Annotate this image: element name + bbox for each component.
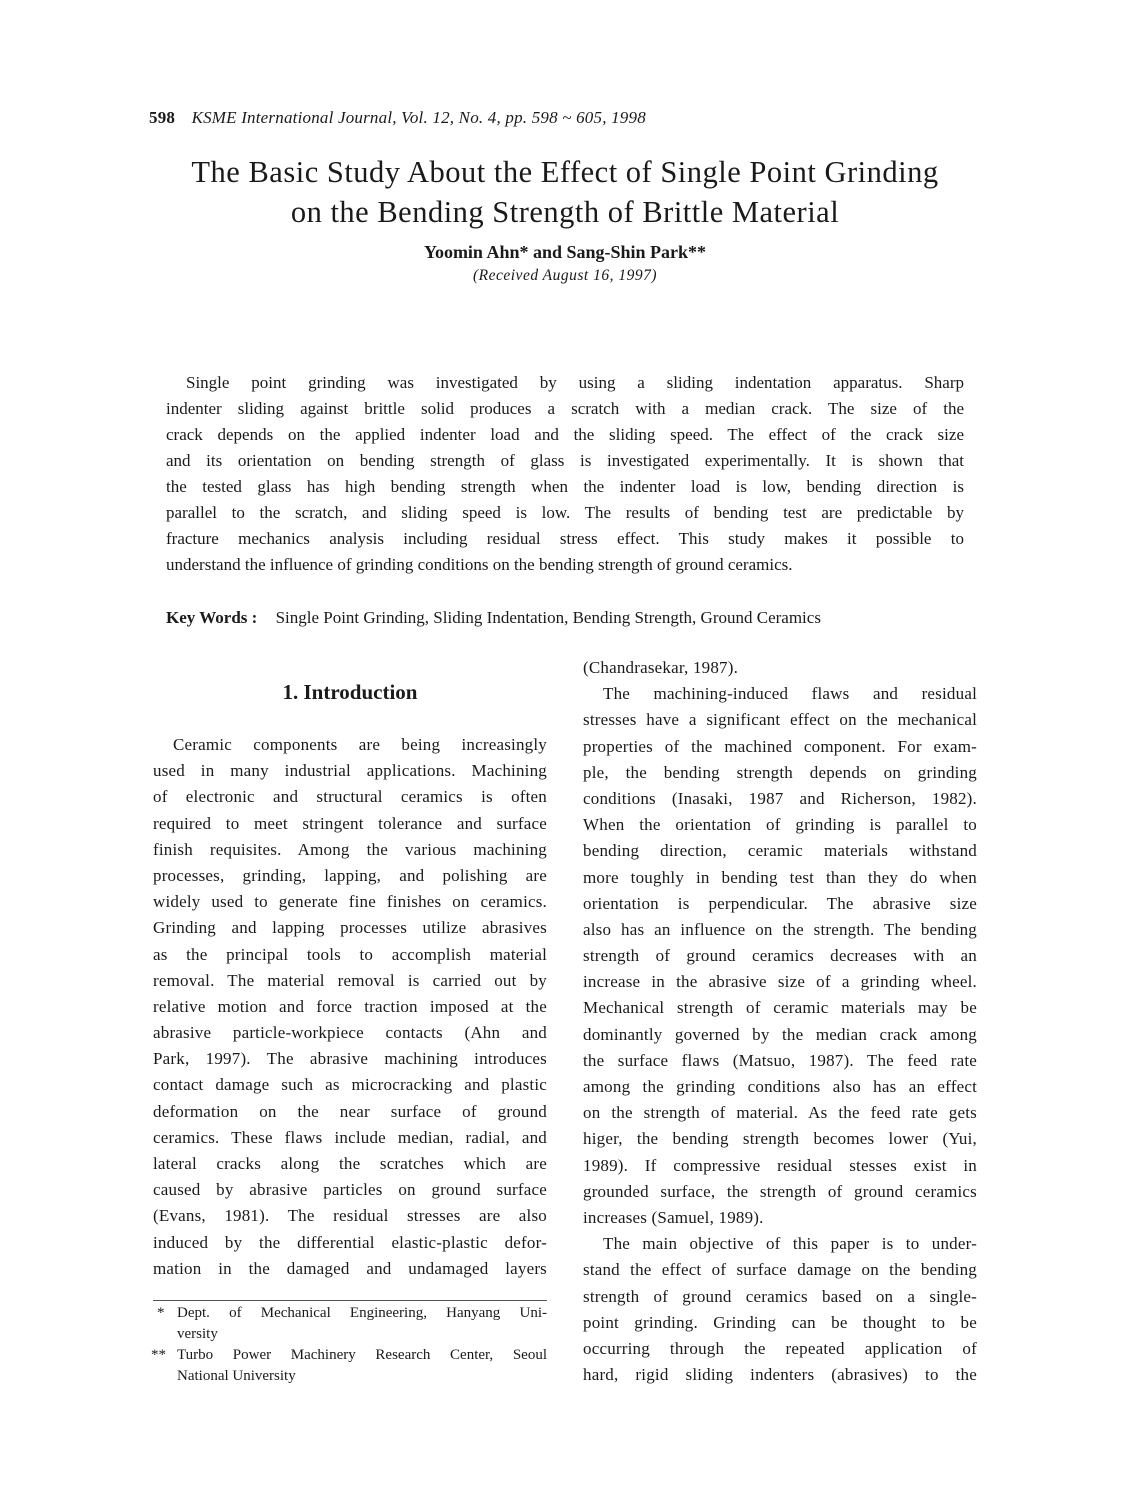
abstract-line: crack depends on the applied indenter load and the sliding speed. The effect of the crack size bbox=[166, 425, 964, 444]
authors: Yoomin Ahn* and Sang-Shin Park** bbox=[423, 242, 707, 262]
body-line: stresses have a significant effect on the mechanical bbox=[583, 710, 977, 730]
body-line: strength of ground ceramics based on a single- bbox=[583, 1286, 977, 1306]
body-line: bending direction, ceramic materials withstand bbox=[583, 841, 977, 861]
body-line: of electronic and structural ceramics is often bbox=[153, 787, 547, 807]
body-line: relative motion and force traction imposed at the bbox=[153, 996, 547, 1016]
title-line-1: The Basic Study About the Effect of Single Point Grinding bbox=[191, 155, 939, 189]
body-line: the surface flaws (Matsuo, 1987). The feed rate bbox=[583, 1050, 977, 1070]
abstract-line: indenter sliding against brittle solid produces a scratch with a median crack. The size of the bbox=[166, 399, 964, 418]
abstract-line: Single point grinding was investigated by using a sliding indentation apparatus. Sharp bbox=[186, 373, 964, 392]
body-line: also has an influence on the strength. The bending bbox=[583, 919, 977, 939]
body-line: contact damage such as microcracking and plastic bbox=[153, 1075, 547, 1095]
footnote-line: National University bbox=[177, 1368, 296, 1384]
body-line: Ceramic components are being increasingly bbox=[173, 735, 547, 754]
body-line: occurring through the repeated application of bbox=[583, 1338, 977, 1358]
footnote-line: Turbo Power Machinery Research Center, Seoul bbox=[177, 1347, 547, 1363]
body-line: (Chandrasekar, 1987). bbox=[583, 658, 739, 677]
body-line: grounded surface, the strength of ground ceramics bbox=[583, 1181, 977, 1201]
body-line: strength of ground ceramics decreases with an bbox=[583, 946, 977, 966]
body-line: mation in the damaged and undamaged layers bbox=[153, 1258, 547, 1278]
body-line: more toughly in bending test than they do when bbox=[583, 867, 977, 887]
footnote-mark: ** bbox=[151, 1347, 166, 1363]
abstract-line: fracture mechanics analysis including residual stress effect. This study makes it possible to bbox=[166, 529, 964, 548]
footnote-affiliation-1 bbox=[153, 1303, 547, 1345]
keywords-label: Key Words : bbox=[166, 608, 258, 627]
body-line: higer, the bending strength becomes lower (Yui, bbox=[583, 1129, 977, 1149]
body-line: point grinding. Grinding can be thought to be bbox=[583, 1312, 977, 1332]
title-line-2: on the Bending Strength of Brittle Material bbox=[290, 195, 840, 229]
body-line: among the grinding conditions also has an effect bbox=[583, 1077, 977, 1096]
body-line: increases (Samuel, 1989). bbox=[583, 1207, 764, 1227]
body-line: When the orientation of grinding is parallel to bbox=[583, 815, 977, 835]
body-line: finish requisites. Among the various machining bbox=[153, 839, 547, 859]
body-line: The machining-induced flaws and residual bbox=[603, 684, 977, 704]
keywords bbox=[166, 608, 821, 628]
body-line: The main objective of this paper is to under- bbox=[603, 1234, 977, 1254]
footnote-line: versity bbox=[177, 1326, 218, 1342]
body-line: dominantly governed by the median crack among bbox=[583, 1024, 977, 1044]
footnote-affiliation-2 bbox=[153, 1345, 547, 1387]
right-column-body bbox=[583, 655, 977, 1388]
journal-citation: KSME International Journal, Vol. 12, No. 4, pp. 598 ~ 605, 1998 bbox=[191, 108, 646, 127]
abstract bbox=[166, 370, 964, 578]
body-line: processes, grinding, lapping, and polishing are bbox=[153, 865, 547, 885]
abstract-line: and its orientation on bending strength of glass is investigated experimentally. It is shown that bbox=[166, 451, 964, 470]
body-line: required to meet stringent tolerance and surface bbox=[153, 813, 547, 833]
body-line: as the principal tools to accomplish material bbox=[153, 944, 547, 964]
body-line: Grinding and lapping processes utilize abrasives bbox=[153, 918, 547, 938]
body-line: induced by the differential elastic-plastic defor- bbox=[153, 1232, 547, 1252]
body-line: increase in the abrasive size of a grinding wheel. bbox=[583, 972, 977, 992]
keywords-value: Single Point Grinding, Sliding Indentation, Bending Strength, Ground Ceramics bbox=[275, 608, 821, 627]
left-column-body bbox=[153, 732, 547, 1282]
body-line: caused by abrasive particles on ground surface bbox=[153, 1180, 547, 1200]
body-line: 1989). If compressive residual stesses exist in bbox=[583, 1155, 977, 1175]
footnotes bbox=[153, 1303, 547, 1387]
footnote-mark: * bbox=[157, 1305, 165, 1321]
body-line: conditions (Inasaki, 1987 and Richerson, 1982). bbox=[583, 788, 977, 808]
body-line: used in many industrial applications. Machining bbox=[153, 761, 547, 781]
paper-title bbox=[0, 152, 1125, 232]
body-line: Park, 1997). The abrasive machining introduces bbox=[153, 1049, 547, 1069]
body-line: ceramics. These flaws include median, radial, and bbox=[153, 1127, 547, 1147]
body-line: on the strength of material. As the feed rate gets bbox=[583, 1103, 977, 1123]
body-line: removal. The material removal is carried out by bbox=[153, 970, 547, 990]
received-date: (Received August 16, 1997) bbox=[472, 267, 658, 284]
running-head bbox=[149, 108, 646, 128]
body-line: Mechanical strength of ceramic materials may be bbox=[583, 998, 977, 1018]
body-line: orientation is perpendicular. The abrasive size bbox=[583, 893, 977, 913]
body-line: abrasive particle-workpiece contacts (Ahn and bbox=[153, 1023, 547, 1043]
abstract-line: parallel to the scratch, and sliding speed is low. The results of bending test are predictable by bbox=[166, 503, 964, 522]
section-heading-introduction: 1. Introduction bbox=[282, 680, 418, 704]
abstract-line: understand the influence of grinding conditions on the bending strength of ground ceramics. bbox=[166, 555, 793, 574]
body-line: hard, rigid sliding indenters (abrasives) to the bbox=[583, 1365, 977, 1385]
body-line: (Evans, 1981). The residual stresses are also bbox=[153, 1206, 547, 1226]
body-line: properties of the machined component. For exam- bbox=[583, 736, 977, 756]
body-line: deformation on the near surface of ground bbox=[153, 1101, 547, 1121]
body-line: widely used to generate fine finishes on ceramics. bbox=[153, 892, 547, 912]
body-line: lateral cracks along the scratches which are bbox=[153, 1154, 547, 1173]
body-line: ple, the bending strength depends on grinding bbox=[583, 762, 977, 782]
abstract-line: the tested glass has high bending strength when the indenter load is low, bending direction is bbox=[166, 477, 964, 496]
footnote-line: Dept. of Mechanical Engineering, Hanyang Uni- bbox=[177, 1305, 547, 1321]
footnote-divider bbox=[153, 1300, 547, 1301]
page-number: 598 bbox=[149, 108, 176, 127]
body-line: stand the effect of surface damage on the bending bbox=[583, 1260, 977, 1280]
